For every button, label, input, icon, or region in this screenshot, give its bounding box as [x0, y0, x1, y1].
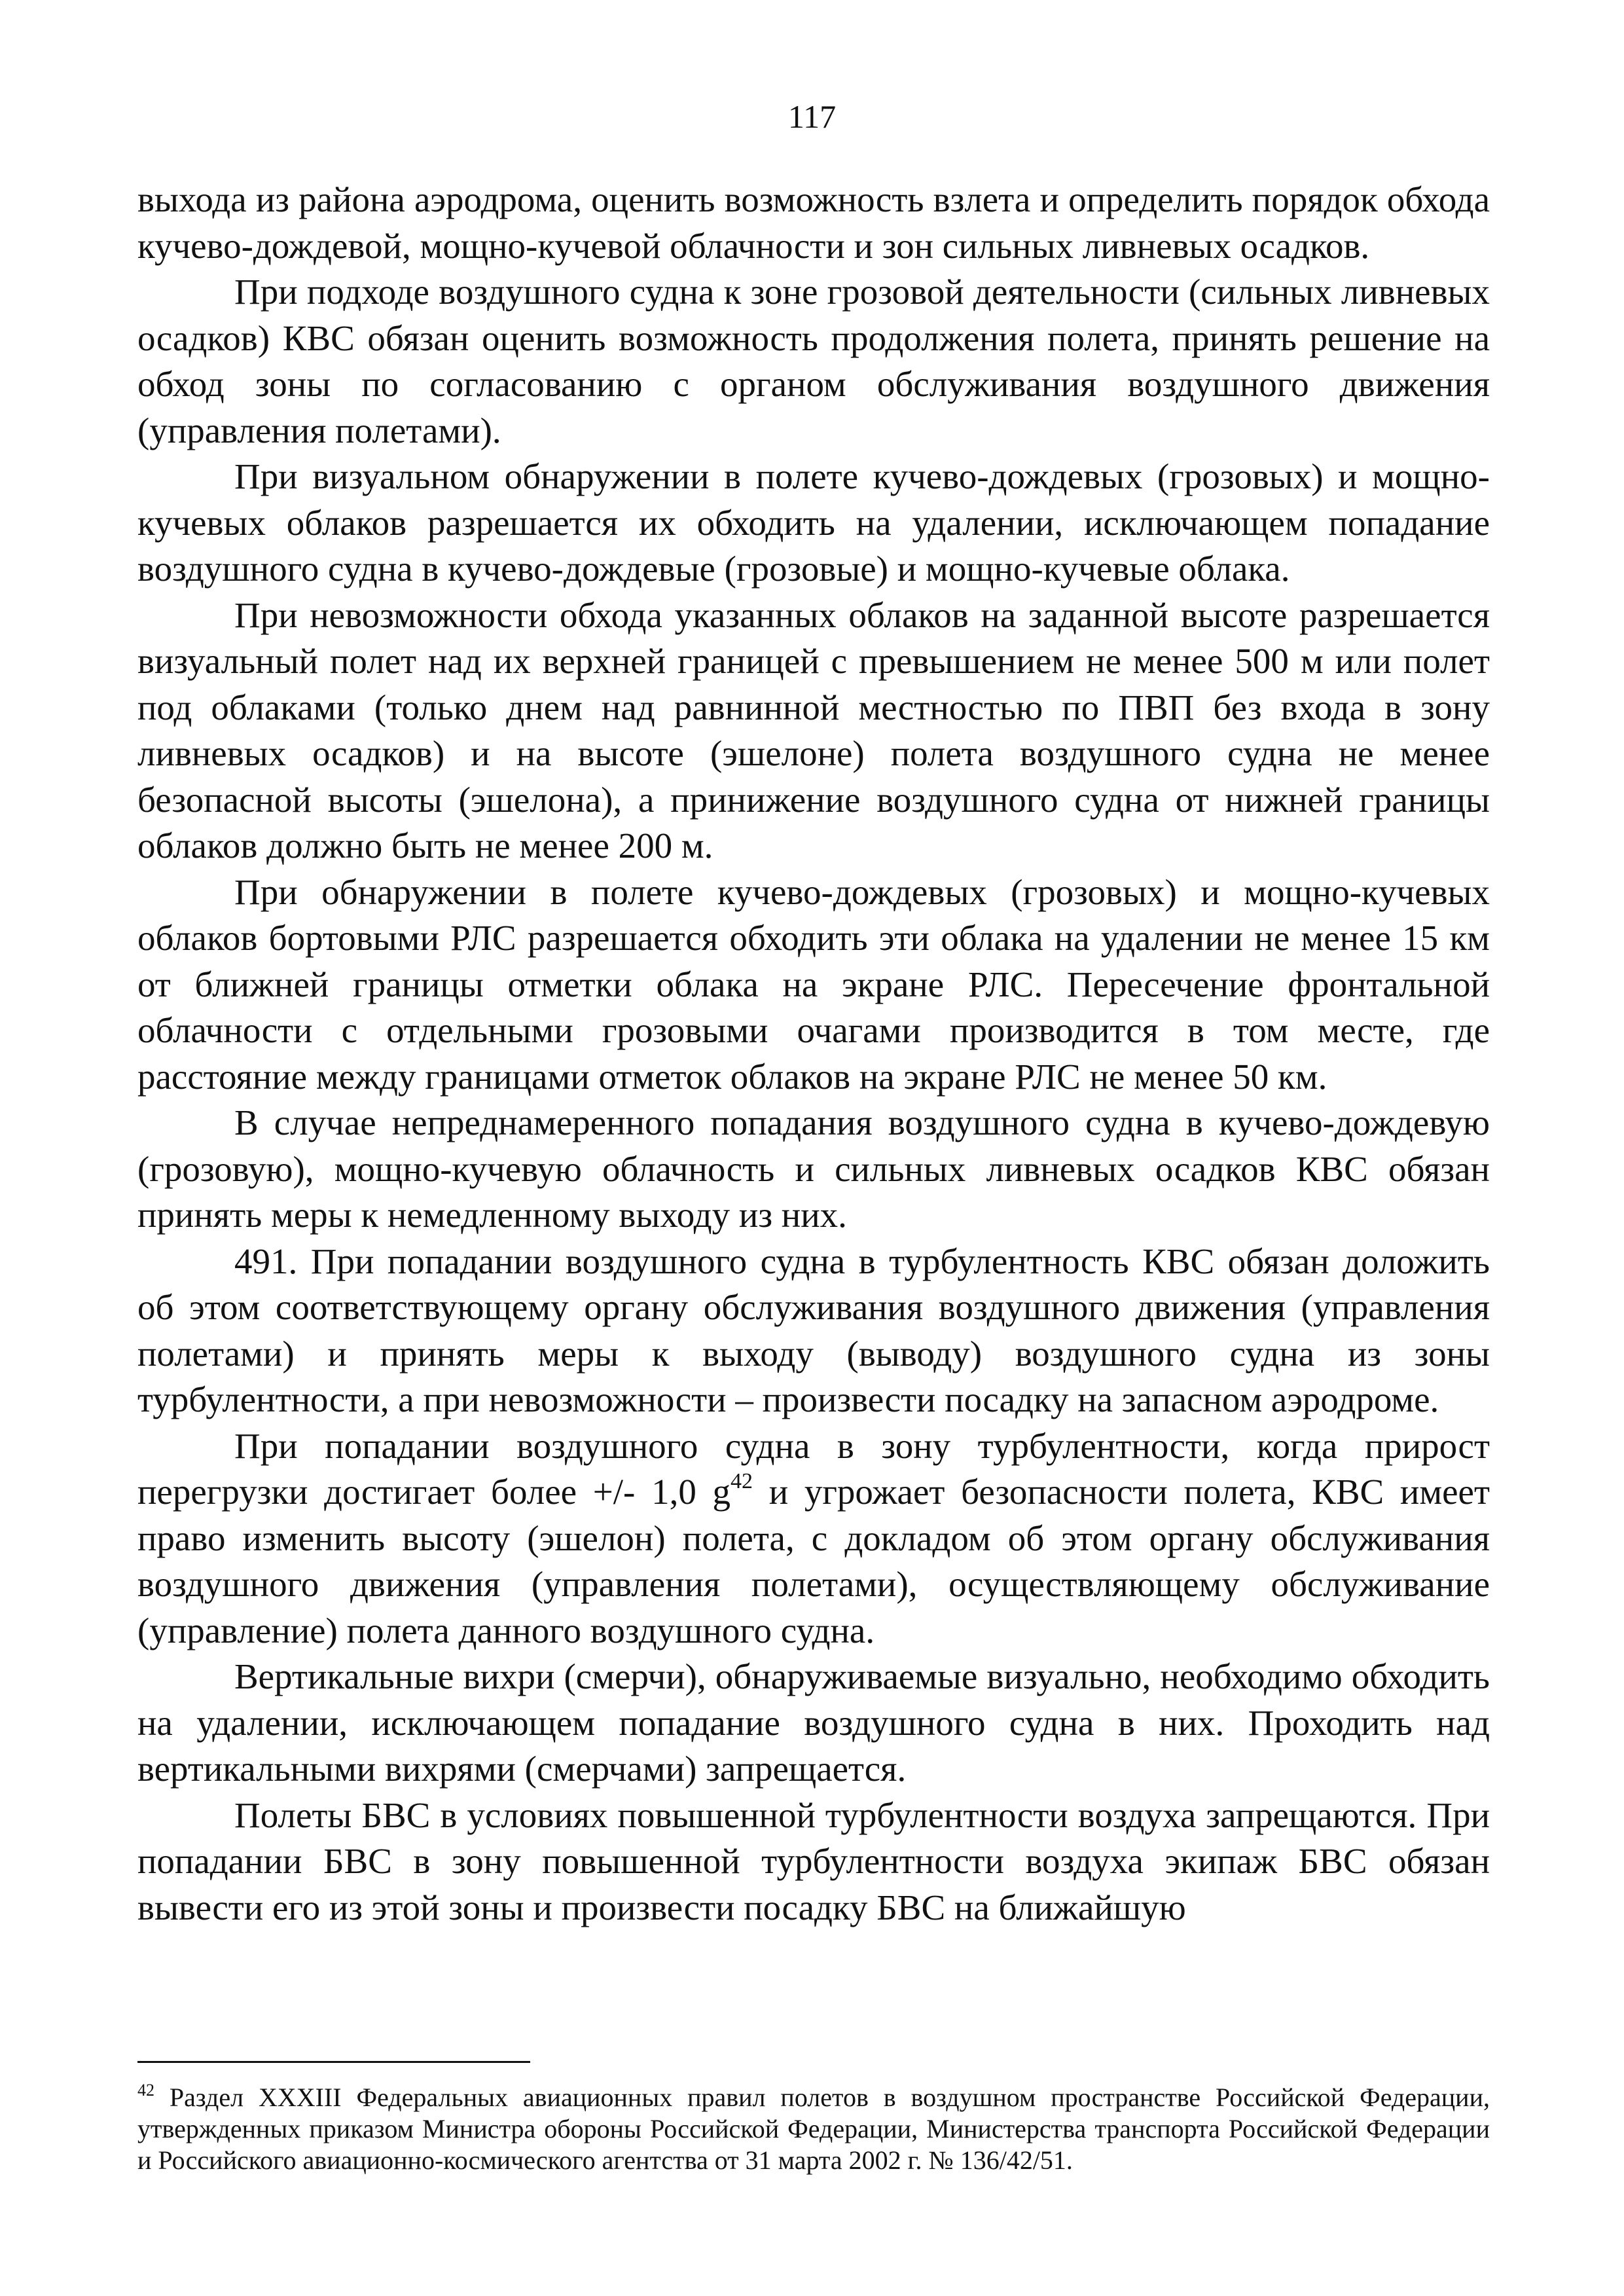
- footnote: [137, 2082, 1490, 2176]
- paragraph-4: При невозможности обхода указанных облаков на заданной высоте разрешается визуальный полет над их верхней границей с превышением не менее 500 м или полет под облаками (только днем над равнинной местностью по ПВП без входа в зону ливневых осадков) и на высоте (эшелоне) полета воздушного судна не менее безопасной высоты (эшелона), а принижение воздушного судна от нижней границы облаков должно быть не менее 200 м.: [137, 594, 1490, 866]
- footnote-marker: 42: [137, 2081, 154, 2100]
- paragraph-5: При обнаружении в полете кучево-дождевых (грозовых) и мощно-кучевых облаков бортовыми РЛС разрешается обходить эти облака на удалении не менее 15 км от ближней границы отметки облака на экране РЛС. Пересечение фронтальной облачности с отдельными грозовыми очагами производится в том месте, где расстояние между границами отметок облаков на экране РЛС не менее 50 км.: [137, 871, 1490, 1097]
- page-number: 117: [787, 98, 837, 135]
- footnote-divider: [137, 2061, 530, 2063]
- footnote-reference: 42: [731, 1469, 753, 1493]
- footnote-text: Раздел XXXIII Федеральных авиационных правил полетов в воздушном пространстве Российской Федерации, утвержденных приказом Министра обороны Российской Федерации, Министерства транспорта Российской Федерации и Российского авиационно-космического агентства от 31 марта 2002 г. № 136/42/51.: [137, 2083, 1490, 2175]
- paragraph-8: [137, 1423, 1490, 1654]
- paragraph-10: Полеты БВС в условиях повышенной турбулентности воздуха запрещаются. При попадании БВС в зону повышенной турбулентности воздуха экипаж БВС обязан вывести его из этой зоны и произвести посадку БВС на ближайшую: [137, 1795, 1490, 1927]
- paragraph-8-text-before: При попадании воздушного судна в зону турбулентности, когда прирост перегрузки достигает более +/- 1,0 g: [137, 1425, 1490, 1512]
- body-text: [137, 177, 1490, 1931]
- paragraph-6: В случае непреднамеренного попадания воздушного судна в кучево-дождевую (грозовую), мощно-кучевую облачность и сильных ливневых осадков КВС обязан принять меры к немедленному выходу из них.: [137, 1102, 1490, 1235]
- paragraph-8-text-after: и угрожает безопасности полета, КВС имеет право изменить высоту (эшелон) полета, с докладом об этом органу обслуживания воздушного движения (управления полетами), осуществляющему обслуживание (управление) полета данного воздушного судна.: [137, 1472, 1490, 1650]
- paragraph-3: При визуальном обнаружении в полете кучево-дождевых (грозовых) и мощно-кучевых облаков разрешается их обходить на удалении, исключающем попадание воздушного судна в кучево-дождевые (грозовые) и мощно-кучевые облака.: [137, 456, 1490, 589]
- paragraph-2: При подходе воздушного судна к зоне грозовой деятельности (сильных ливневых осадков) КВС обязан оценить возможность продолжения полета, принять решение на обход зоны по согласованию с органом обслуживания воздушного движения (управления полетами).: [137, 272, 1490, 450]
- paragraph-1: выхода из района аэродрома, оценить возможность взлета и определить порядок обхода кучево-дождевой, мощно-кучевой облачности и зон сильных ливневых осадков.: [137, 179, 1490, 266]
- paragraph-7-item-491: 491. При попадании воздушного судна в турбулентность КВС обязан доложить об этом соответствующему органу обслуживания воздушного движения (управления полетами) и принять меры к выходу (выводу) воздушного судна из зоны турбулентности, а при невозможности – произвести посадку на запасном аэродроме.: [137, 1241, 1490, 1419]
- paragraph-9: Вертикальные вихри (смерчи), обнаруживаемые визуально, необходимо обходить на удалении, исключающем попадание воздушного судна в них. Проходить над вертикальными вихрями (смерчами) запрещается.: [137, 1656, 1490, 1789]
